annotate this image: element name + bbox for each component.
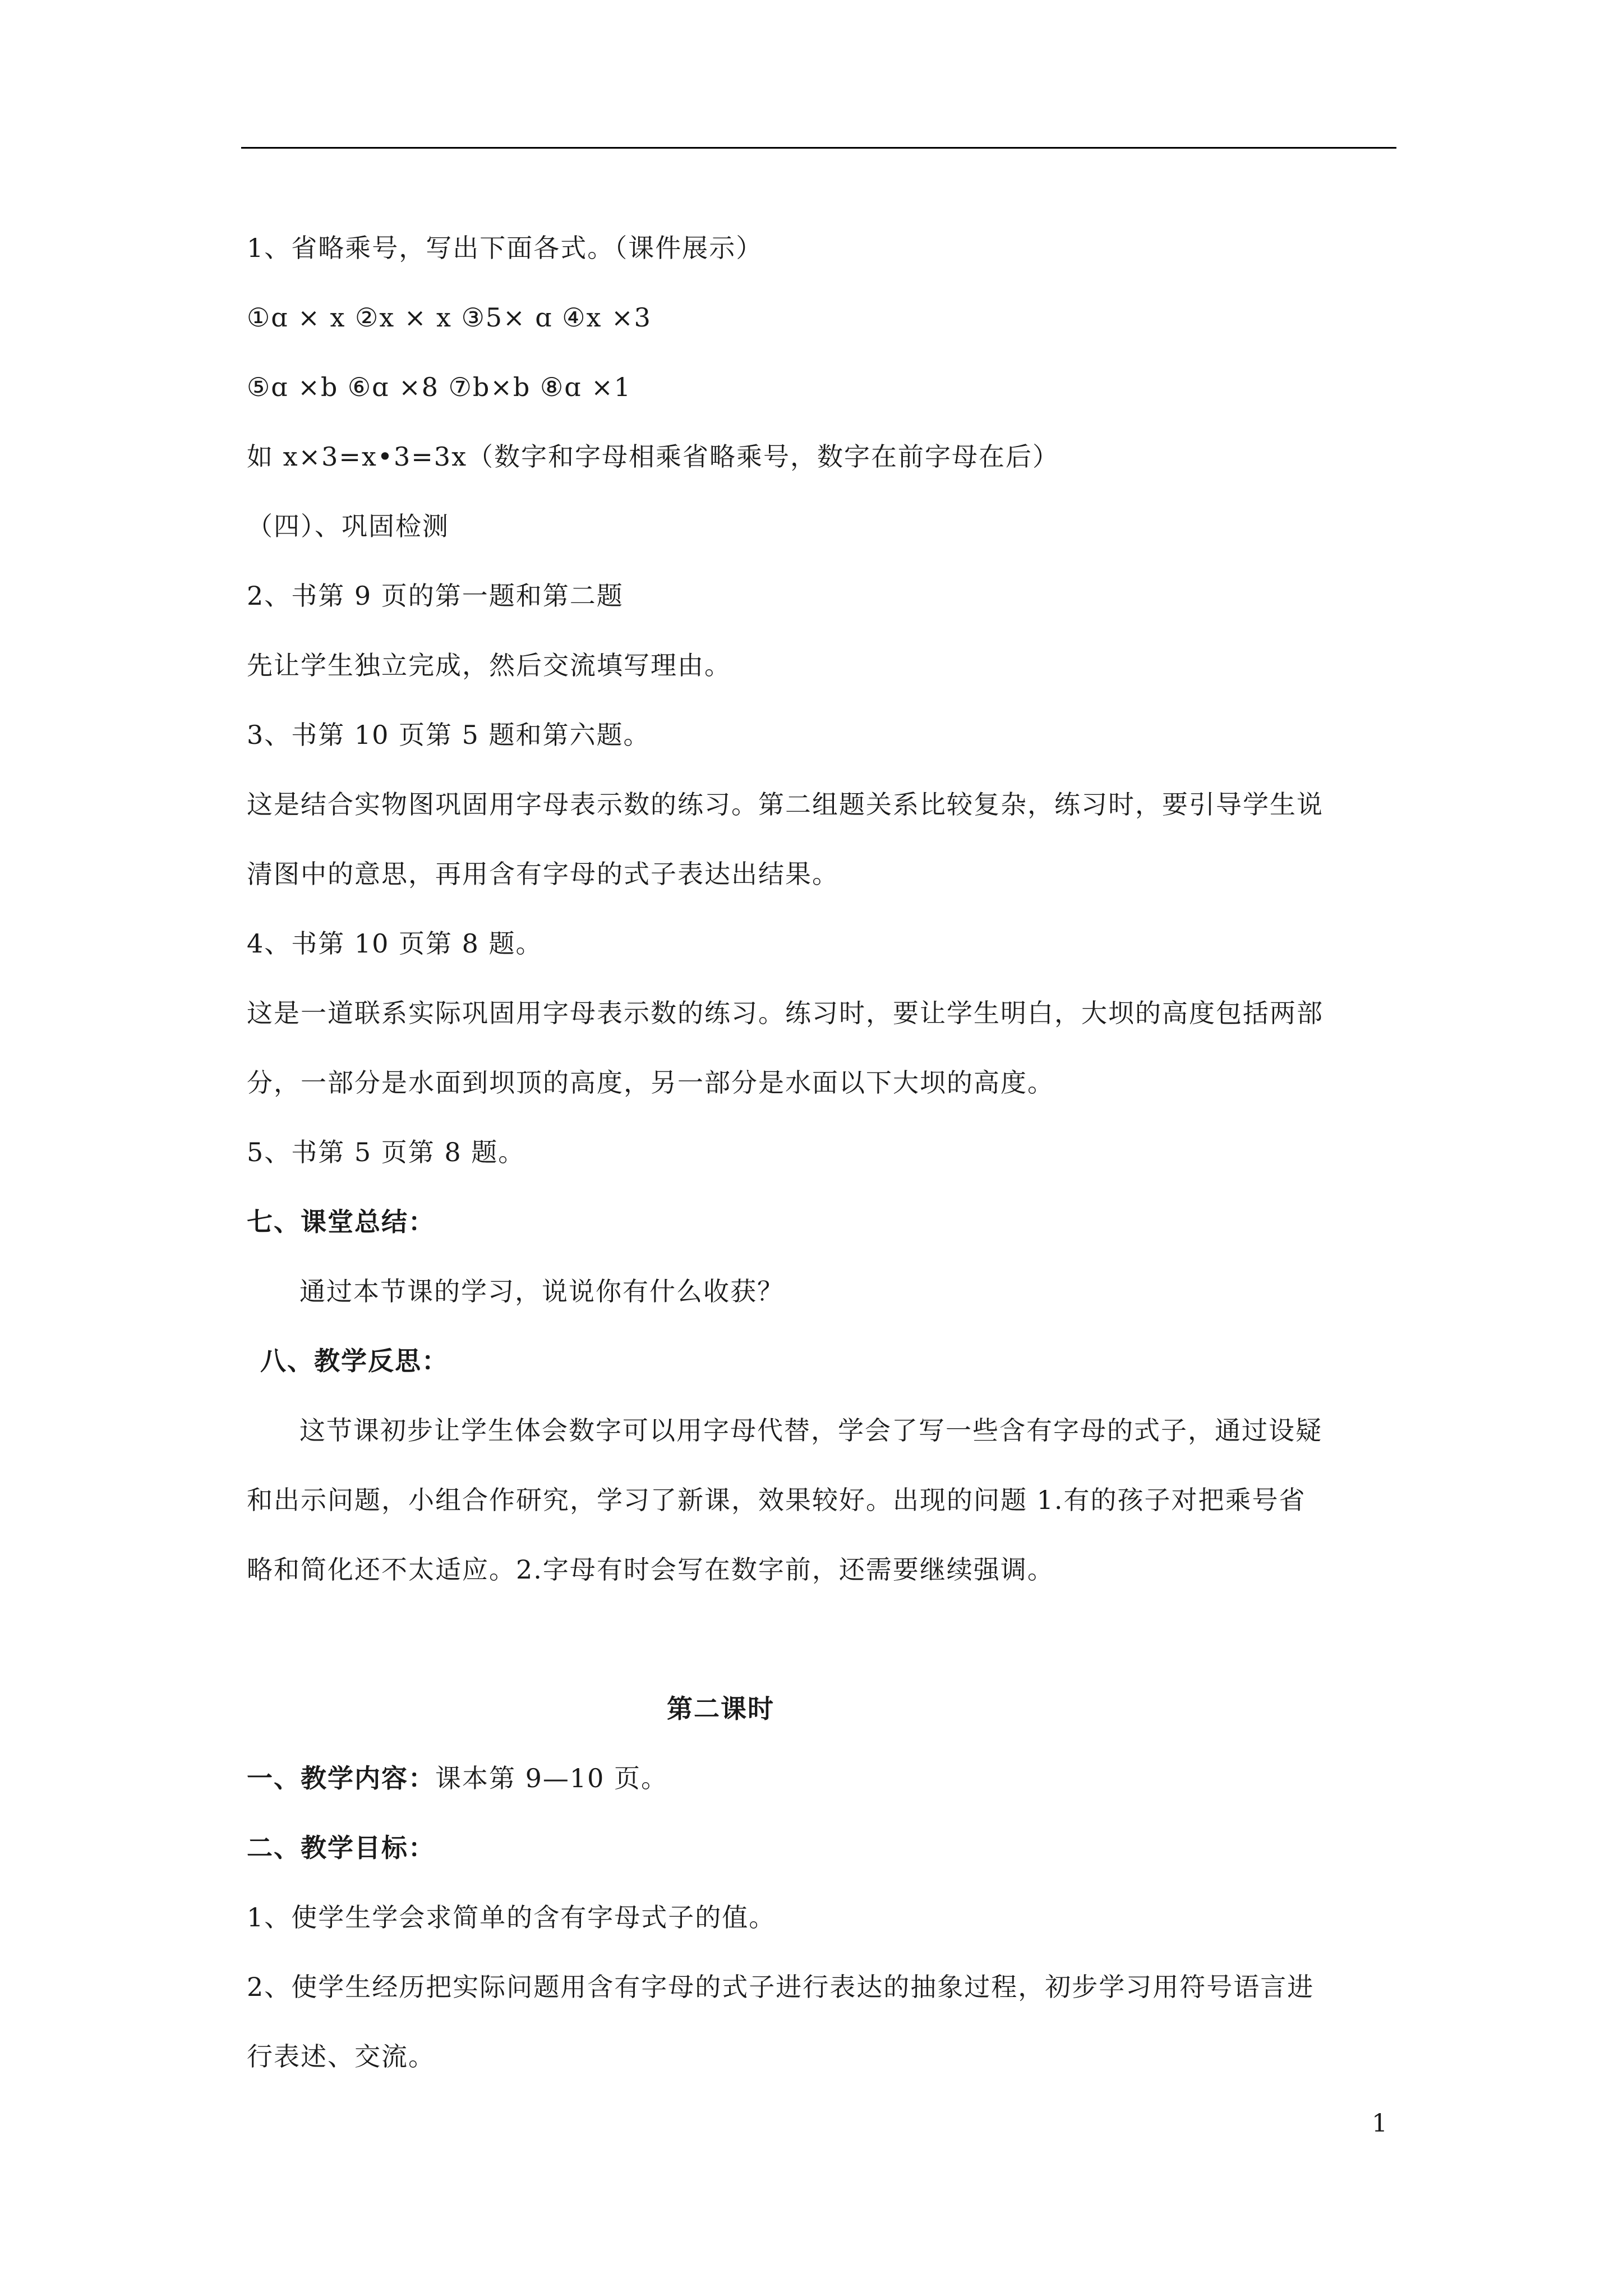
- header-rule: [241, 147, 1396, 149]
- exercise-3-note-line-2: 清图中的意思，再用含有字母的式子表达出结果。: [247, 859, 839, 889]
- exercise-1-items-row-2: ⑤ɑ ×b ⑥ɑ ×8 ⑦b×b ⑧ɑ ×1: [247, 372, 632, 402]
- teaching-content-label: 一、教学内容：: [247, 1763, 435, 1793]
- summary-text: 通过本节课的学习，说说你有什么收获？: [299, 1276, 784, 1306]
- objective-1: 1、使学生学会求简单的含有字母式子的值。: [247, 1902, 776, 1932]
- section-heading-reflection: 八、教学反思：: [260, 1346, 449, 1376]
- document-body: [247, 213, 1396, 2091]
- objective-2-line-2: 行表述、交流。: [247, 2041, 435, 2072]
- exercise-5: 5、书第 5 页第 8 题。: [247, 1137, 525, 1167]
- exercise-4-note-line-1: 这是一道联系实际巩固用字母表示数的练习。练习时，要让学生明白，大坝的高度包括两部: [247, 998, 1324, 1028]
- teaching-content: [247, 1743, 1396, 1813]
- section-heading-objectives: 二、教学目标：: [247, 1833, 435, 1863]
- exercise-1-items-row-1: ①ɑ × x ②x × x ③5× ɑ ④x ×3: [247, 302, 652, 333]
- exercise-3: 3、书第 10 页第 5 题和第六题。: [247, 720, 651, 750]
- exercise-1-instruction: 1、省略乘号，写出下面各式。（课件展示）: [247, 233, 763, 263]
- reflection-line-3: 略和简化还不太适应。2.字母有时会写在数字前，还需要继续强调。: [247, 1554, 1054, 1585]
- exercise-2-note: 先让学生独立完成，然后交流填写理由。: [247, 650, 731, 680]
- section-heading-summary: 七、课堂总结：: [247, 1207, 435, 1237]
- example-rule: 如 x×3=x•3=3x（数字和字母相乘省略乘号，数字在前字母在后）: [247, 441, 1060, 472]
- reflection-line-1: 这节课初步让学生体会数字可以用字母代替，学会了写一些含有字母的式子，通过设疑: [299, 1415, 1322, 1446]
- objective-2-line-1: 2、使学生经历把实际问题用含有字母的式子进行表达的抽象过程，初步学习用符号语言进: [247, 1972, 1315, 2002]
- reflection-line-2: 和出示问题，小组合作研究，学习了新课，效果较好。出现的问题 1.有的孩子对把乘号省: [247, 1485, 1306, 1515]
- exercise-4-note-line-2: 分，一部分是水面到坝顶的高度，另一部分是水面以下大坝的高度。: [247, 1068, 1054, 1098]
- exercise-3-note-line-1: 这是结合实物图巩固用字母表示数的练习。第二组题关系比较复杂，练习时，要引导学生说: [247, 789, 1324, 820]
- section-heading-consolidation: （四）、巩固检测: [247, 511, 449, 541]
- lesson-2-title: 第二课时: [667, 1694, 774, 1724]
- exercise-2: 2、书第 9 页的第一题和第二题: [247, 581, 624, 611]
- exercise-4: 4、书第 10 页第 8 题。: [247, 928, 543, 959]
- page-number: 1: [1372, 2109, 1387, 2138]
- teaching-content-value: 课本第 9—10 页。: [435, 1763, 668, 1793]
